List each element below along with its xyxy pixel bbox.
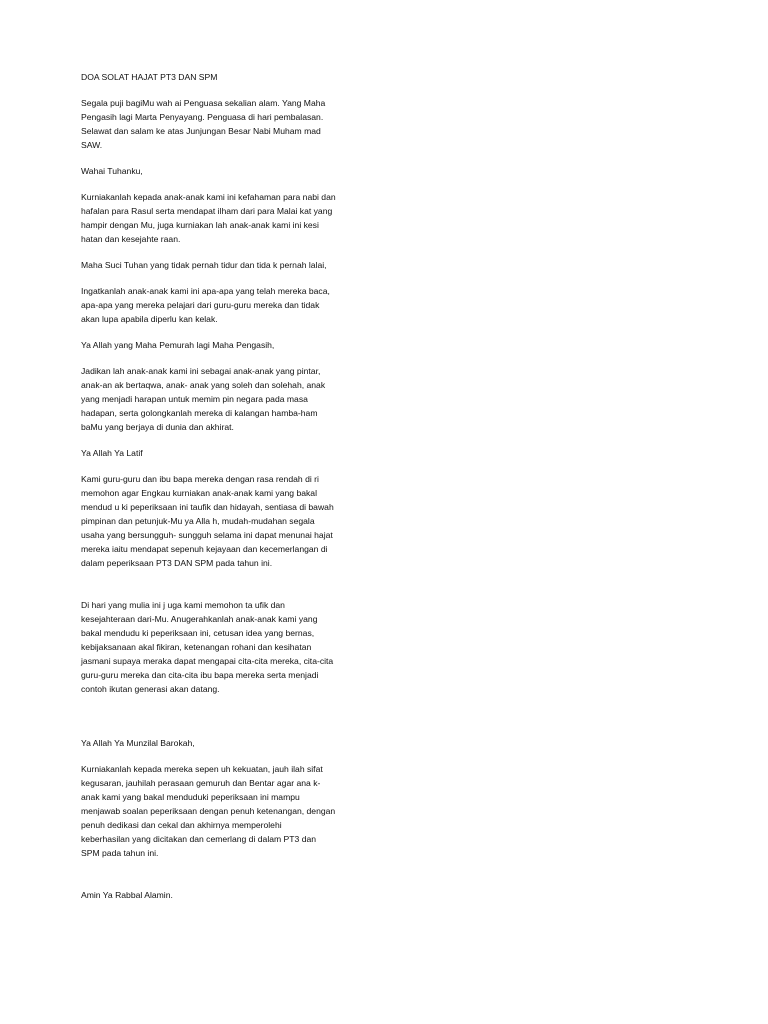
text-line: Wahai Tuhanku, [81, 166, 143, 176]
text-line: Selawat dan salam ke atas Junjungan Besar Nabi Muham mad [81, 126, 321, 136]
text-line: hadapan, serta golongkanlah mereka di kalangan hamba-ham [81, 408, 318, 418]
paragraph-heading [81, 258, 381, 272]
text-line: yang menjadi harapan untuk memim pin negara pada masa [81, 394, 308, 404]
text-line: Di hari yang mulia ini j uga kami memohon ta ufik dan [81, 600, 285, 610]
paragraph [81, 284, 381, 326]
paragraph [81, 190, 381, 246]
paragraph [81, 598, 381, 696]
text-line: Kurniakanlah kepada mereka sepen uh kekuatan, jauh ilah sifat [81, 764, 323, 774]
text-line: Ya Allah Ya Munzilal Barokah, [81, 738, 195, 748]
text-line: keberhasilan yang dicitakan dan cemerlang di dalam PT3 dan [81, 834, 317, 844]
text-line: Ya Allah yang Maha Pemurah lagi Maha Pengasih, [81, 340, 275, 350]
text-line: usaha yang bersungguh- sungguh selama ini dapat menunai hajat [81, 530, 333, 540]
text-line: hatan dan kesejahte raan. [81, 234, 181, 244]
paragraph-closing [81, 888, 381, 902]
text-line: guru-guru mereka dan cita-cita ibu bapa mereka serta menjadi [81, 670, 319, 680]
text-line: anak-an ak bertaqwa, anak- anak yang soleh dan solehah, anak [81, 380, 326, 390]
paragraph-heading [81, 338, 381, 352]
text-line: akan lupa apabila diperlu kan kelak. [81, 314, 218, 324]
text-line: menjawab soalan peperiksaan dengan penuh ketenangan, dengan [81, 806, 336, 816]
text-line: penuh dedikasi dan cekal dan akhirnya memperolehi [81, 820, 282, 830]
text-line: anak kami yang bakal menduduki peperiksaan ini mampu [81, 792, 300, 802]
text-line: dalam peperiksaan PT3 DAN SPM pada tahun ini. [81, 558, 273, 568]
paragraph [81, 472, 381, 570]
text-line: bakal mendudu ki peperiksaan ini, cetusan idea yang bernas, [81, 628, 315, 638]
text-line: kegusaran, jauhilah perasaan gemuruh dan Bentar agar ana k- [81, 778, 321, 788]
text-line: Kurniakanlah kepada anak-anak kami ini kefahaman para nabi dan [81, 192, 336, 202]
document-body [81, 70, 381, 902]
text-line: Jadikan lah anak-anak kami ini sebagai anak-anak yang pintar, [81, 366, 321, 376]
text-line: kebijaksanaan akal fikiran, ketenangan rohani dan kesihatan [81, 642, 312, 652]
text-line: hafalan para Rasul serta mendapat ilham dari para Malai kat yang [81, 206, 333, 216]
text-line: apa-apa yang mereka pelajari dari guru-guru mereka dan tidak [81, 300, 320, 310]
text-line: Ya Allah Ya Latif [81, 448, 143, 458]
text-line: Ingatkanlah anak-anak kami ini apa-apa yang telah mereka baca, [81, 286, 330, 296]
text-line: Amin Ya Rabbal Alamin. [81, 890, 173, 900]
text-line: mendud u ki peperiksaan ini taufik dan hidayah, sentiasa di bawah [81, 502, 334, 512]
paragraph [81, 762, 381, 860]
paragraph [81, 364, 381, 434]
paragraph-heading [81, 446, 381, 460]
paragraph-heading [81, 164, 381, 178]
document-title: DOA SOLAT HAJAT PT3 DAN SPM [81, 72, 218, 82]
text-line: Segala puji bagiMu wah ai Penguasa sekalian alam. Yang Maha [81, 98, 326, 108]
paragraph-heading [81, 736, 381, 750]
text-line: Maha Suci Tuhan yang tidak pernah tidur dan tida k pernah lalai, [81, 260, 327, 270]
paragraph-list [81, 96, 381, 902]
text-line: contoh ikutan generasi akan datang. [81, 684, 220, 694]
text-line: hampir dengan Mu, juga kurniakan lah anak-anak kami ini kesi [81, 220, 319, 230]
text-line: Pengasih lagi Marta Penyayang. Penguasa di hari pembalasan. [81, 112, 324, 122]
text-line: kesejahteraan dari-Mu. Anugerahkanlah anak-anak kami yang [81, 614, 318, 624]
text-line: memohon agar Engkau kurniakan anak-anak kami yang bakal [81, 488, 317, 498]
text-line: SPM pada tahun ini. [81, 848, 159, 858]
text-line: SAW. [81, 140, 103, 150]
text-line: jasmani supaya meraka dapat mengapai cita-cita mereka, cita-cita [81, 656, 334, 666]
text-line: baMu yang berjaya di dunia dan akhirat. [81, 422, 234, 432]
paragraph-opening [81, 96, 381, 152]
text-line: mereka iaitu mendapat sepenuh kejayaan dan kecemerlangan di [81, 544, 328, 554]
text-line: pimpinan dan petunjuk-Mu ya Alla h, mudah-mudahan segala [81, 516, 315, 526]
text-line: Kami guru-guru dan ibu bapa mereka dengan rasa rendah di ri [81, 474, 319, 484]
